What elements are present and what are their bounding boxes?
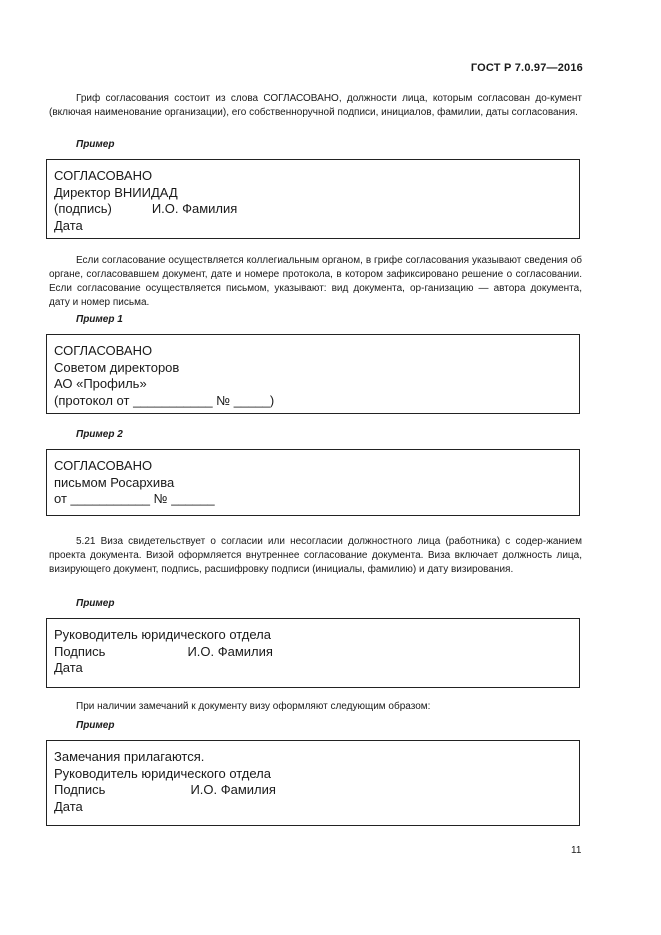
signature-placeholder: (подпись) (54, 201, 112, 216)
box-line: Советом директоров (54, 359, 180, 375)
paragraph-visa: 5.21 Виза свидетельствует о согласии или несогласии должностного лица (работника) с содер-жанием проекта документа. Визой оформляется внутреннее согласование документа. Виза включает должность лица, визирующего документ, подпись, расшифровку подписи (инициалы, фамилию) и дату визирования. (49, 536, 582, 575)
box-line: АО «Профиль» (54, 376, 147, 391)
box-line: СОГЛАСОВАНО (54, 168, 153, 183)
example-label: Пример (76, 720, 115, 731)
example-label: Пример 2 (76, 429, 123, 440)
paragraph-approval-stamp: Гриф согласования состоит из слова СОГЛАСОВАНО, должности лица, которым согласован до-кумент (включая наименование организации), его собственноручной подписи, инициалов, фамилии, даты согласования. (49, 93, 582, 118)
box-line: письмом Росархива (54, 474, 175, 490)
example-label: Пример (76, 139, 115, 150)
name-placeholder: И.О. Фамилия (190, 782, 276, 797)
example-box-letter (46, 449, 580, 516)
box-line: Руководитель юридического отдела (54, 627, 271, 642)
box-line: СОГЛАСОВАНО (54, 458, 153, 473)
example-box-approval (46, 159, 580, 239)
example-box-visa-remarks (46, 740, 580, 826)
box-line: (протокол от ___________ № _____) (54, 392, 275, 408)
box-signature-row (54, 644, 571, 661)
date-placeholder: Дата (54, 660, 83, 675)
box-signature-row (54, 782, 571, 799)
date-placeholder: Дата (54, 217, 83, 233)
date-placeholder: Дата (54, 798, 83, 814)
box-line: Директор ВНИИДАД (54, 184, 178, 200)
document-header: ГОСТ Р 7.0.97—2016 (470, 62, 583, 74)
box-line: Замечания прилагаются. (54, 749, 205, 764)
box-line: Руководитель юридического отдела (54, 765, 271, 781)
paragraph-remarks: При наличии замечаний к документу визу оформляют следующим образом: (76, 701, 431, 712)
example-label: Пример (76, 598, 115, 609)
name-placeholder: И.О. Фамилия (151, 201, 238, 216)
paragraph-collegial-approval: Если согласование осуществляется коллегиальным органом, в грифе согласования указывают сведения об органе, согласовавшем документ, дате и номере протокола, в котором зафиксировано решение о согласовании. Если согласование осуществляется письмом, указывают: вид документа, ор-ганизацию — автора документа, дату и номер письма. (49, 255, 582, 308)
example-box-visa (46, 618, 580, 688)
example-box-collegial (46, 334, 580, 414)
page-number: 11 (571, 845, 582, 856)
name-placeholder: И.О. Фамилия (187, 643, 273, 659)
box-line: СОГЛАСОВАНО (54, 343, 153, 358)
example-label: Пример 1 (76, 314, 123, 325)
box-line: от ___________ № ______ (54, 491, 215, 506)
signature-placeholder: Подпись (54, 643, 106, 659)
signature-placeholder: Подпись (54, 782, 106, 797)
box-signature-row (54, 201, 571, 218)
